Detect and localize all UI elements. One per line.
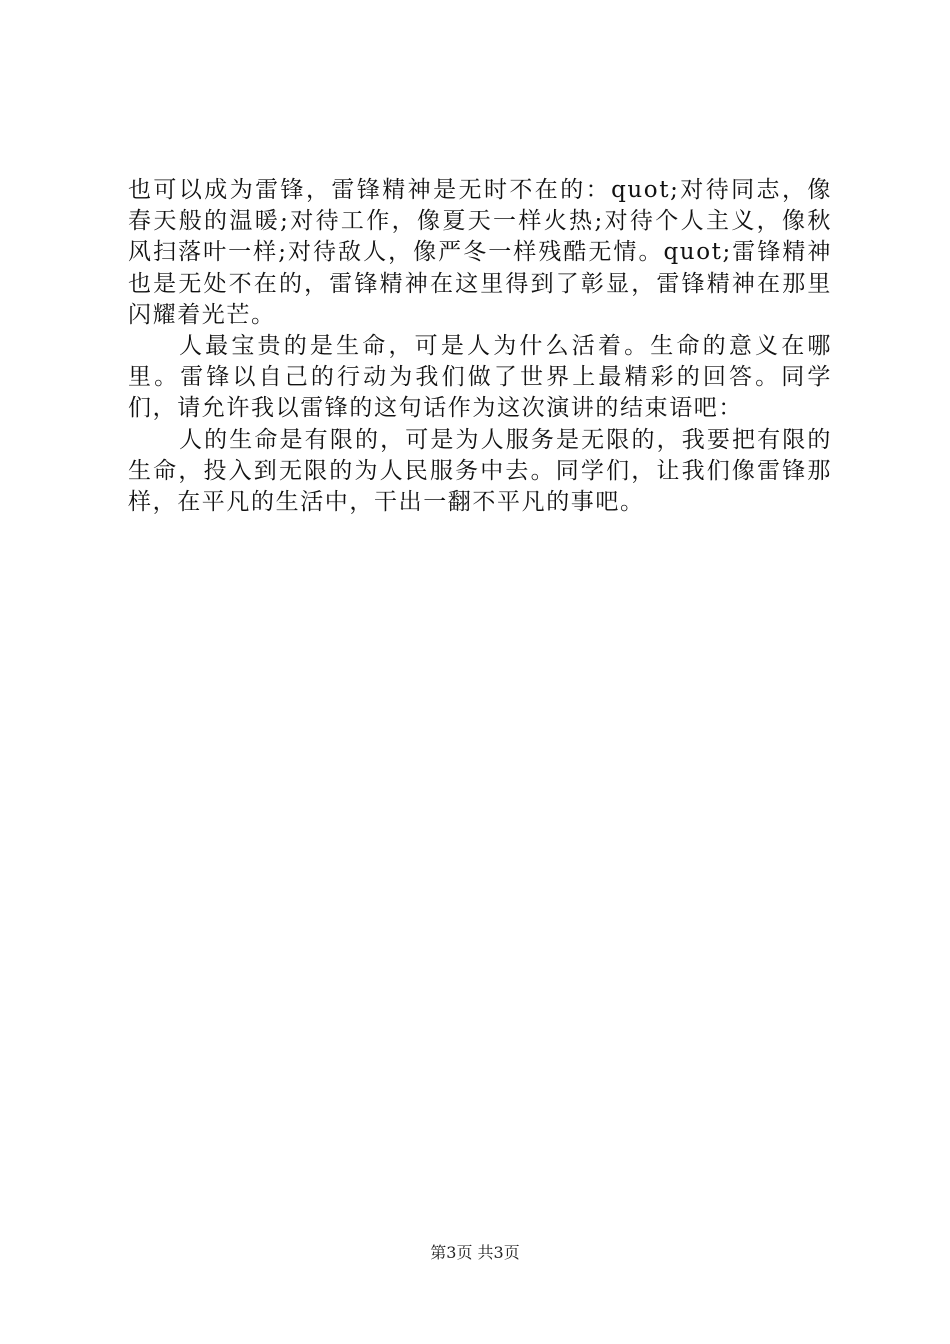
paragraph-3: 人的生命是有限的，可是为人服务是无限的，我要把有限的生命，投入到无限的为人民服务中去。同学们，让我们像雷锋那样，在平凡的生活中，干出一翻不平凡的事吧。	[128, 426, 832, 516]
paragraph-2: 人最宝贵的是生命，可是人为什么活着。生命的意义在哪里。雷锋以自己的行动为我们做了世界上最精彩的回答。同学们，请允许我以雷锋的这句话作为这次演讲的结束语吧：	[128, 333, 832, 422]
document-body	[128, 175, 832, 518]
paragraph-1: 也可以成为雷锋，雷锋精神是无时不在的：quot;对待同志，像春天般的温暖;对待工作，像夏天一样火热;对待个人主义，像秋风扫落叶一样;对待敌人，像严冬一样残酷无情。quot;雷锋精神也是无处不在的，雷锋精神在这里得到了彰显，雷锋精神在那里闪耀着光芒。	[128, 177, 832, 328]
page-footer: 第3页 共3页	[430, 1243, 520, 1262]
